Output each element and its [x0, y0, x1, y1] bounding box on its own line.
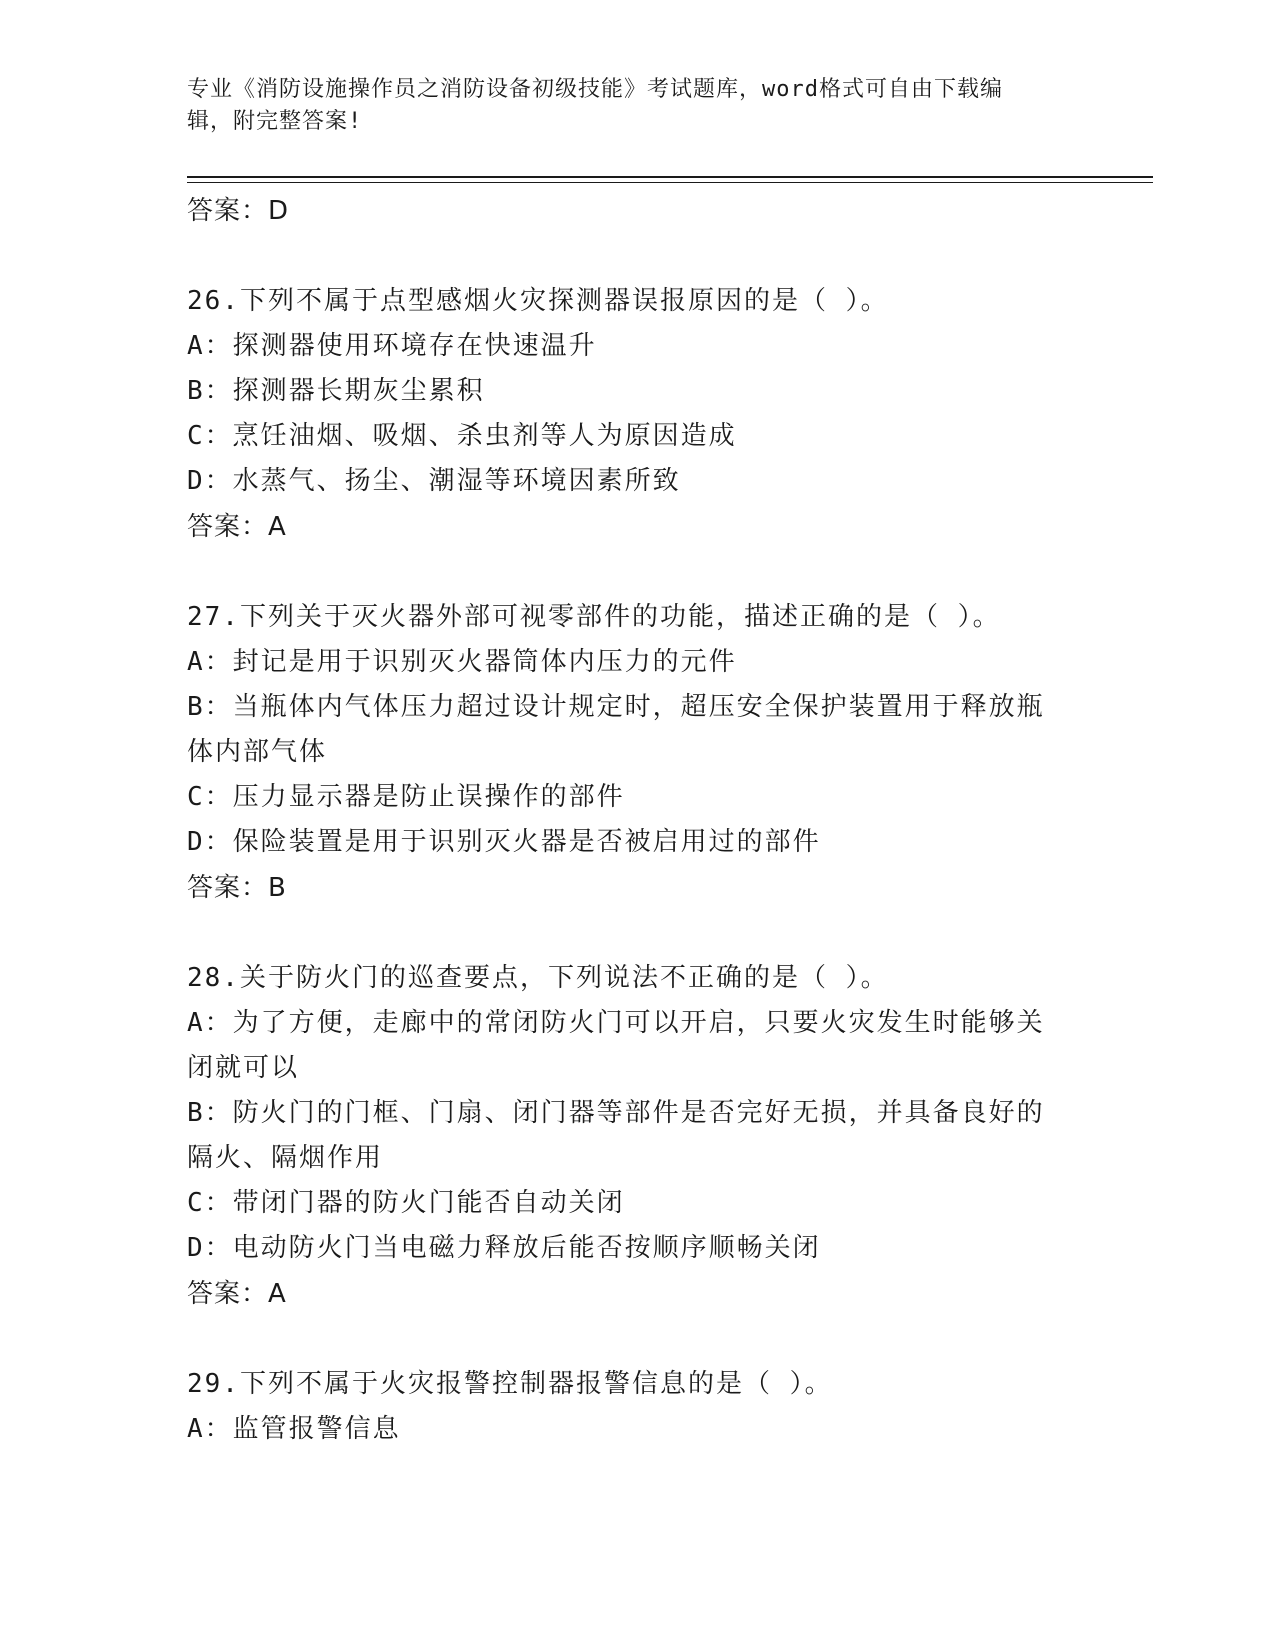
- option-d: D：保险装置是用于识别灭火器是否被启用过的部件: [187, 827, 821, 857]
- option-a-continued: 闭就可以: [187, 1053, 300, 1083]
- header-divider-thick: [187, 176, 1153, 178]
- option-b: B：当瓶体内气体压力超过设计规定时，超压安全保护装置用于释放瓶: [187, 692, 1045, 722]
- header-note-line-2: 辑，附完整答案!: [187, 109, 363, 134]
- header-note-line-1: 专业《消防设施操作员之消防设备初级技能》考试题库，word格式可自由下载编: [187, 77, 1003, 102]
- question-stem: 29.下列不属于火灾报警控制器报警信息的是（ ）。: [187, 1369, 833, 1399]
- option-c: C：压力显示器是防止误操作的部件: [187, 782, 625, 812]
- question-list: [187, 188, 1087, 1452]
- question-stem: 28.关于防火门的巡查要点，下列说法不正确的是（ ）。: [187, 963, 889, 993]
- spacer: [187, 550, 1087, 595]
- spacer: [187, 1317, 1087, 1362]
- question-block: [187, 595, 1087, 911]
- option-a: A：封记是用于识别灭火器筒体内压力的元件: [187, 647, 737, 677]
- option-b-continued: 体内部气体: [187, 737, 328, 767]
- option-a: A：监管报警信息: [187, 1414, 401, 1444]
- previous-answer: 答案：D: [187, 196, 290, 226]
- option-a: A：为了方便，走廊中的常闭防火门可以开启，只要火灾发生时能够关: [187, 1008, 1045, 1038]
- answer-line: 答案：A: [187, 1279, 287, 1309]
- option-c: C：烹饪油烟、吸烟、杀虫剂等人为原因造成: [187, 421, 737, 451]
- question-block: [187, 279, 1087, 550]
- question-stem: 27.下列关于灭火器外部可视零部件的功能，描述正确的是（ ）。: [187, 602, 1001, 632]
- question-stem: 26.下列不属于点型感烟火灾探测器误报原因的是（ ）。: [187, 286, 889, 316]
- header-divider-thin: [187, 182, 1153, 183]
- option-c: C：带闭门器的防火门能否自动关闭: [187, 1188, 625, 1218]
- option-d: D：水蒸气、扬尘、潮湿等环境因素所致: [187, 466, 681, 496]
- question-block: [187, 956, 1087, 1317]
- option-b: B：探测器长期灰尘累积: [187, 376, 485, 406]
- option-d: D：电动防火门当电磁力释放后能否按顺序顺畅关闭: [187, 1233, 821, 1263]
- option-a: A：探测器使用环境存在快速温升: [187, 331, 597, 361]
- answer-line: 答案：A: [187, 512, 287, 542]
- question-block: [187, 1362, 1087, 1452]
- spacer: [187, 911, 1087, 956]
- header-note: [187, 74, 1067, 138]
- option-b-continued: 隔火、隔烟作用: [187, 1143, 384, 1173]
- answer-line: 答案：B: [187, 873, 287, 903]
- option-b: B：防火门的门框、门扇、闭门器等部件是否完好无损，并具备良好的: [187, 1098, 1045, 1128]
- spacer: [187, 234, 1087, 279]
